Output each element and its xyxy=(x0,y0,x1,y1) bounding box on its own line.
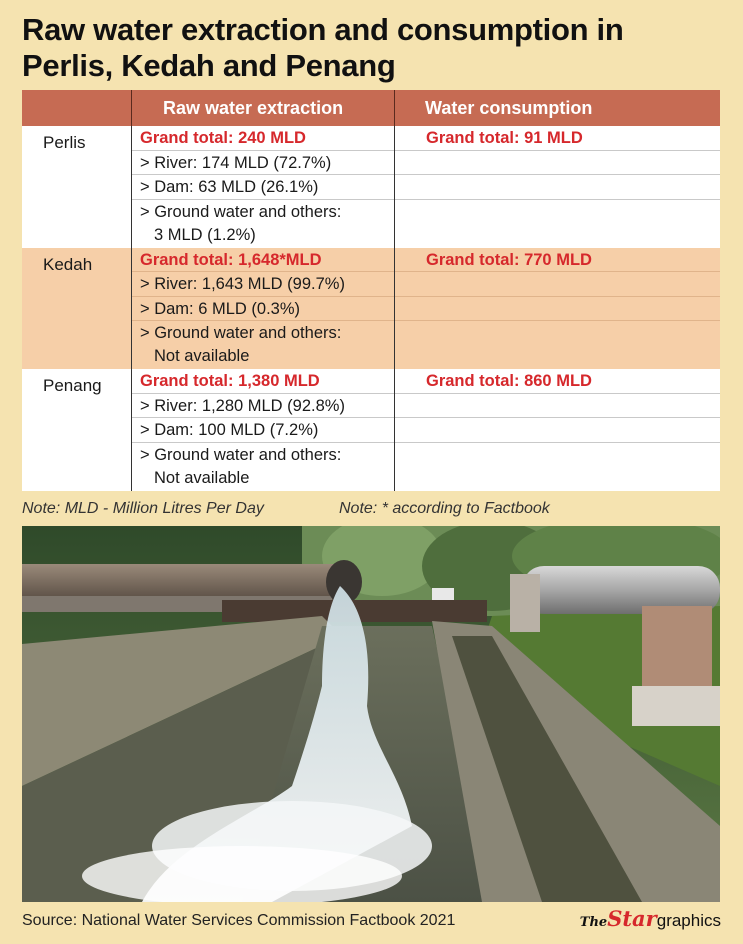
title-line-1: Raw water extraction and consumption in xyxy=(22,12,624,47)
consumption-blank xyxy=(395,297,720,322)
header-state-cell xyxy=(22,90,132,126)
note-factbook: Note: * according to Factbook xyxy=(339,500,550,517)
table-header xyxy=(22,90,720,126)
photo-illustration xyxy=(22,526,720,902)
consumption-blank xyxy=(395,151,720,176)
state-name: Perlis xyxy=(22,126,132,248)
extraction-river: > River: 174 MLD (72.7%) xyxy=(132,151,394,176)
extraction-dam: > Dam: 6 MLD (0.3%) xyxy=(132,297,394,322)
extraction-total: Grand total: 1,648*MLD xyxy=(132,248,394,273)
extraction-cell xyxy=(132,369,395,491)
consumption-cell xyxy=(395,248,720,370)
state-name: Kedah xyxy=(22,248,132,370)
extraction-dam: > Dam: 100 MLD (7.2%) xyxy=(132,418,394,443)
ground-value: Not available xyxy=(154,347,250,365)
consumption-blank xyxy=(395,272,720,297)
note-mld: Note: MLD - Million Litres Per Day xyxy=(22,500,264,517)
ground-label: > Ground water and others: xyxy=(140,202,342,221)
header-consumption: Water consumption xyxy=(425,98,593,118)
table-row-penang xyxy=(22,369,720,491)
table-notes xyxy=(22,500,722,522)
consumption-total: Grand total: 770 MLD xyxy=(395,248,720,273)
header-extraction: Raw water extraction xyxy=(132,90,395,126)
extraction-ground xyxy=(132,200,394,248)
water-channel-photo xyxy=(22,526,720,902)
ground-label: > Ground water and others: xyxy=(140,445,342,464)
extraction-river: > River: 1,280 MLD (92.8%) xyxy=(132,394,394,419)
extraction-total: Grand total: 1,380 MLD xyxy=(132,369,394,394)
state-name: Penang xyxy=(22,369,132,491)
consumption-total: Grand total: 860 MLD xyxy=(395,369,720,394)
extraction-ground xyxy=(132,321,394,369)
infographic-title xyxy=(22,12,722,84)
consumption-blank xyxy=(395,394,720,419)
logo-star: Star xyxy=(607,906,657,931)
consumption-cell xyxy=(395,369,720,491)
water-table xyxy=(22,90,720,491)
ground-label: > Ground water and others: xyxy=(140,324,342,342)
title-line-2: Perlis, Kedah and Penang xyxy=(22,48,396,83)
extraction-cell xyxy=(132,126,395,248)
logo-the: The xyxy=(579,915,608,930)
source-credit: Source: National Water Services Commission Factbook 2021 xyxy=(22,912,456,929)
ground-value: Not available xyxy=(154,468,250,487)
consumption-blank xyxy=(395,175,720,200)
table-row-perlis xyxy=(22,126,720,248)
consumption-blank xyxy=(395,418,720,443)
logo-graphics: graphics xyxy=(656,911,721,930)
extraction-cell xyxy=(132,248,395,370)
consumption-total: Grand total: 91 MLD xyxy=(395,126,720,151)
ground-value: 3 MLD (1.2%) xyxy=(154,225,256,244)
extraction-river: > River: 1,643 MLD (99.7%) xyxy=(132,272,394,297)
table-row-kedah xyxy=(22,248,720,370)
extraction-ground xyxy=(132,443,394,491)
extraction-dam: > Dam: 63 MLD (26.1%) xyxy=(132,175,394,200)
the-star-graphics-logo xyxy=(580,906,721,932)
extraction-total: Grand total: 240 MLD xyxy=(132,126,394,151)
consumption-cell xyxy=(395,126,720,248)
